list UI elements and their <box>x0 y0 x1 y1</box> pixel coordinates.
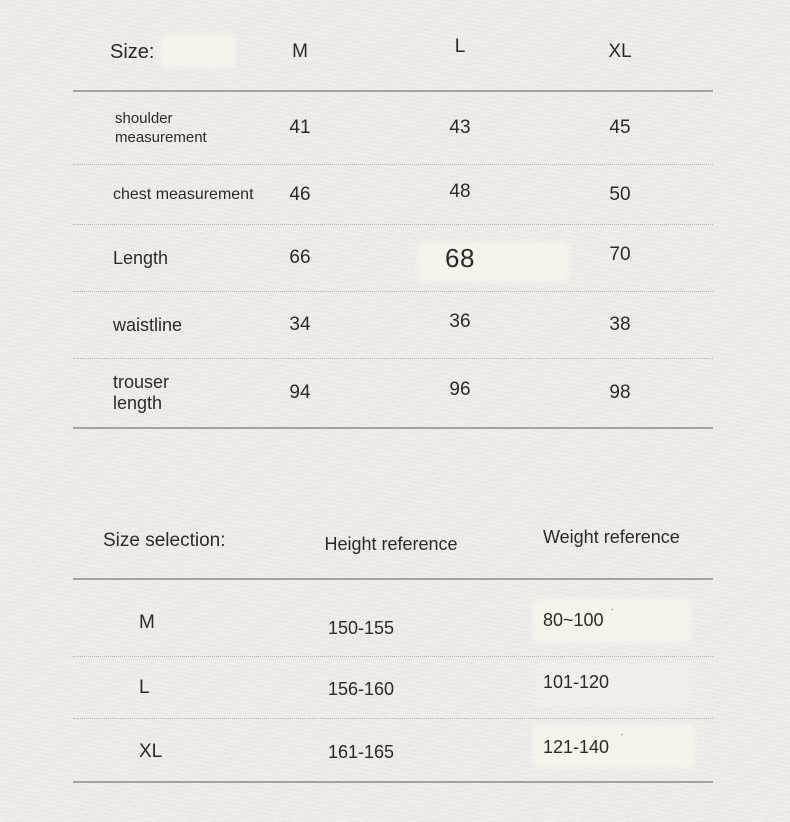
value-cell-l: 43 <box>449 117 471 138</box>
value-cell-m: 34 <box>289 314 311 335</box>
value-cell-m: 46 <box>289 183 311 205</box>
size-table-title: Size: <box>110 40 155 63</box>
weight-reference-header: Weight reference <box>543 527 680 547</box>
value-cell-l: 48 <box>449 180 471 202</box>
value-cell-l: 96 <box>449 379 471 400</box>
table-row-trouser-length <box>73 359 713 427</box>
table-row-length <box>73 225 713 292</box>
row-label: trouser length <box>113 372 170 413</box>
size-table <box>73 0 713 429</box>
stray-tick-mark: ˊ <box>620 731 625 746</box>
value-cell-xl: 45 <box>609 117 631 138</box>
row-label: shoulder measurement <box>115 109 207 146</box>
weight-value-cell: 80~100 <box>543 609 604 630</box>
value-cell-xl: 70 <box>609 244 631 265</box>
table-row-chest <box>73 165 713 225</box>
value-cell-m: 41 <box>289 117 311 138</box>
size-label-cell: XL <box>139 741 163 762</box>
value-cell-m: 94 <box>289 382 311 403</box>
value-cell-xl: 38 <box>609 314 631 335</box>
selection-table-header <box>73 495 713 578</box>
selection-row-m <box>73 580 713 657</box>
row-label: chest measurement <box>113 185 254 203</box>
row-label: waistline <box>113 314 183 335</box>
row-label: Length <box>113 247 169 268</box>
height-value-cell: 161-165 <box>327 741 395 762</box>
value-cell-xl: 98 <box>609 382 631 403</box>
selection-row-l <box>73 657 713 719</box>
weight-value-cell: 101-120 <box>543 672 610 692</box>
value-cell-m: 66 <box>289 247 311 268</box>
size-table-body <box>73 90 713 429</box>
value-cell-xl: 50 <box>609 183 631 205</box>
size-selection-table <box>73 495 713 783</box>
size-table-header <box>73 0 713 90</box>
size-column-xl: XL <box>608 41 632 62</box>
size-column-m: M <box>292 41 308 62</box>
size-column-l: L <box>454 36 466 57</box>
selection-row-xl <box>73 719 713 781</box>
size-label-cell: L <box>139 676 150 698</box>
selection-table-body <box>73 578 713 783</box>
table-row-shoulder <box>73 92 713 165</box>
height-value-cell: 156-160 <box>327 679 395 699</box>
size-label-cell: M <box>139 612 155 633</box>
highlighted-length-value: 68 <box>445 242 475 273</box>
table-row-waistline <box>73 292 713 359</box>
stray-tick-mark: ˊ <box>610 606 615 621</box>
height-value-cell: 150-155 <box>327 617 395 638</box>
value-cell-l: 36 <box>449 311 471 332</box>
selection-table-title: Size selection: <box>103 529 226 551</box>
weight-value-cell: 121-140 <box>543 736 610 757</box>
height-reference-header: Height reference <box>324 534 458 554</box>
